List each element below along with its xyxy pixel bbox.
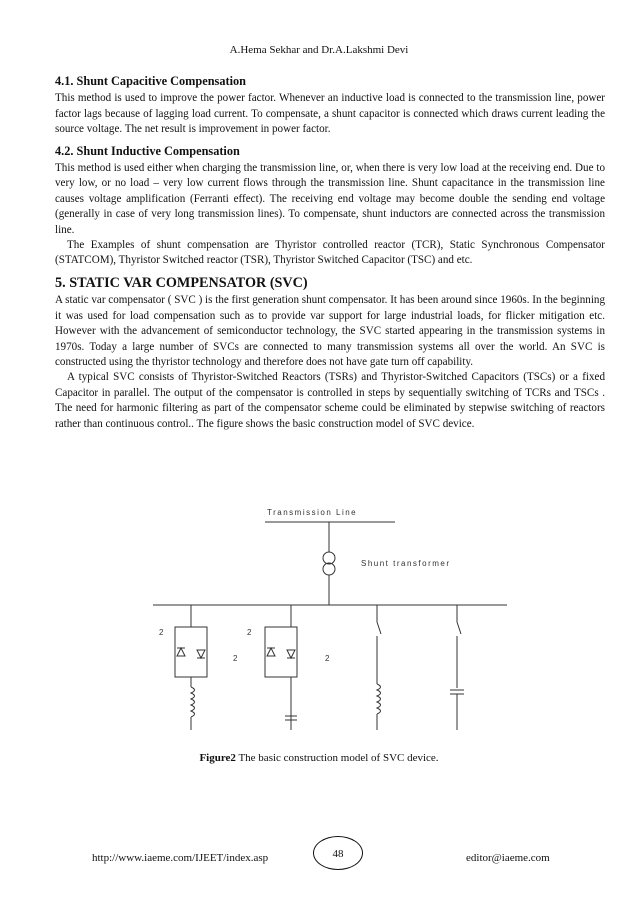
section-5-heading: 5. STATIC VAR COMPENSATOR (SVC): [55, 274, 308, 291]
section-5-paragraph-1: A static var compensator ( SVC ) is the first generation shunt compensator. It has been around since 1960s. In the beginning it was used for load compensation such as to provide var support for large industrial loads, for flicker mitigation etc. However with the advancement of semiconductor technology, the SVC started appearing in the transmission systems in 1970s. Today a large number of SVCs are connected to many transmission systems all over the world. An SVC is constructed using the thyristor technology and therefore does not have gate turn off capability.: [55, 294, 605, 368]
section-4-2-paragraph-1: This method is used either when charging the transmission line, or, when there is very low load at the receiving end. Due to very low, or no load – very low current flows through the transmission line. Shunt capacitance in the transmission line causes voltage amplification (Ferranti effect). The receiving end voltage may become double the sending end voltage (generally in case of very long transmission lines). To compensate, shunt inductors are connected across the transmission line.: [55, 162, 605, 236]
body-content: [55, 74, 605, 432]
footer-url-link[interactable]: http://www.iaeme.com/IJEET/index.asp: [92, 852, 269, 864]
footer-email-link[interactable]: editor@iaeme.com: [466, 852, 550, 864]
gate-label-3: 2: [233, 654, 238, 663]
label-shunt-transformer: Shunt transformer: [361, 559, 451, 568]
transformer-coil-bottom: [323, 563, 335, 575]
svc-figure: [145, 502, 515, 742]
switched-reactor-inductor: [377, 684, 381, 714]
tsr-thyristor-pair: [175, 627, 207, 677]
tsr-thyristor-down: [197, 650, 205, 658]
page-number: 48: [313, 836, 363, 870]
figure-caption: [0, 752, 638, 764]
tsr-inductor: [191, 687, 195, 717]
capacitor-switch: [457, 622, 461, 634]
running-header: A.Hema Sekhar and Dr.A.Lakshmi Devi: [229, 44, 409, 56]
figure-caption-label: Figure2: [199, 752, 236, 764]
section-5-paragraph-2: A typical SVC consists of Thyristor-Switched Reactors (TSRs) and Thyristor-Switched Capacitors (TSCs) or a fixed Capacitor in parallel. The output of the compensator is controlled in steps by sequentially switching of TCRs and TSCs . The need for harmonic filtering as part of the compensator scheme could be eliminated by stepwise switching of reactors rather than continuous control.. The figure shows the basic construction model of SVC device.: [55, 371, 605, 430]
gate-label-4: 2: [325, 654, 330, 663]
gate-label-2: 2: [247, 628, 252, 637]
tsc-thyristor-up: [267, 648, 275, 656]
section-4-2-paragraph-2: The Examples of shunt compensation are Thyristor controlled reactor (TCR), Static Synchronous Compensator (STATCOM), Thyristor Switched reactor (TSR), Thyristor Switched Capacitor (TSC) and etc.: [55, 239, 605, 267]
page-footer: [0, 836, 638, 870]
label-transmission-line: Transmission Line: [267, 508, 358, 517]
figure-caption-text: The basic construction model of SVC device.: [235, 752, 439, 764]
svc-diagram: [145, 502, 515, 742]
reactor-switch: [377, 622, 381, 634]
transformer-coil-top: [323, 552, 335, 564]
section-4-2-heading: 4.2. Shunt Inductive Compensation: [55, 143, 240, 158]
tsc-thyristor-pair: [265, 627, 297, 677]
tsr-thyristor-up: [177, 648, 185, 656]
gate-label-1: 2: [159, 628, 164, 637]
section-4-1-paragraph: This method is used to improve the power factor. Whenever an inductive load is connected to the transmission line, power factor lags because of lagging load current. To compensate, a shunt capacitor is connected which draws current leading the source voltage. The net result is improvement in power factor.: [55, 92, 605, 136]
section-4-1-heading: 4.1. Shunt Capacitive Compensation: [55, 74, 246, 88]
tsc-thyristor-down: [287, 650, 295, 658]
